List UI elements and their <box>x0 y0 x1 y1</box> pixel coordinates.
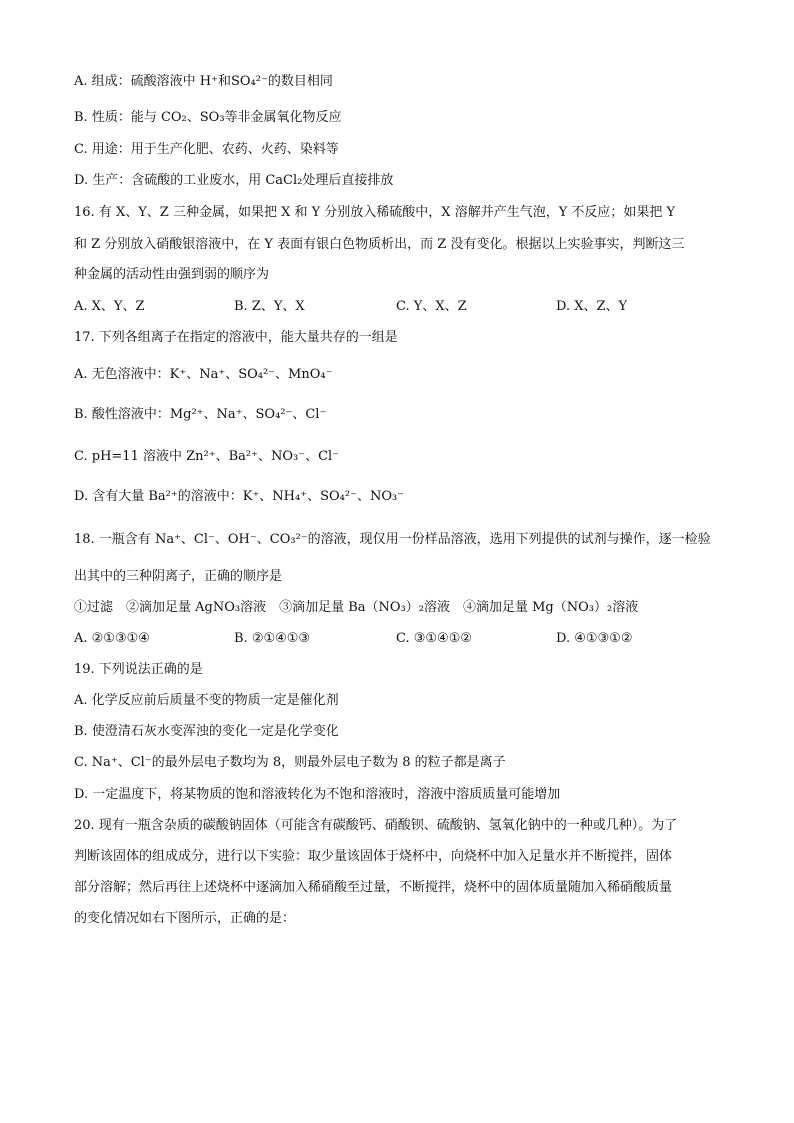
q19-option-c: C. Na⁺、Cl⁻的最外层电子数均为 8，则最外层电子数为 8 的粒子都是离子 <box>74 755 506 770</box>
q16-stem-line-3: 种金属的活动性由强到弱的顺序为 <box>74 267 270 282</box>
q16-stem-line-1: 16. 有 X、Y、Z 三种金属，如果把 X 和 Y 分别放入稀硫酸中，X 溶解并产生气泡，Y 不反应；如果把 Y <box>74 205 676 220</box>
q15-option-d: D. 生产：含硫酸的工业废水，用 CaCl₂处理后直接排放 <box>74 173 394 188</box>
q18-stem-line-2: 出其中的三种阴离子，正确的顺序是 <box>74 569 283 584</box>
q20-line-4: 的变化情况如右下图所示，正确的是： <box>74 911 296 926</box>
q18-option-a: A. ②①③①④ <box>74 631 150 646</box>
q18-stem-line-1: 18. 一瓶含有 Na⁺、Cl⁻、OH⁻、CO₃²⁻的溶液，现仅用一份样品溶液，选用下列提供的试剂与操作，逐一检验 <box>74 532 711 547</box>
q15-option-c: C. 用途：用于生产化肥、农药、火药、染料等 <box>74 142 339 157</box>
q15-option-b: B. 性质：能与 CO₂、SO₃等非金属氧化物反应 <box>74 110 342 125</box>
q19-stem: 19. 下列说法正确的是 <box>74 662 203 677</box>
q18-option-d: D. ④①③①② <box>556 631 633 646</box>
q16-option-a: A. X、Y、Z <box>74 299 145 314</box>
q17-option-c: C. pH=11 溶液中 Zn²⁺、Ba²⁺、NO₃⁻、Cl⁻ <box>74 449 340 464</box>
q17-stem: 17. 下列各组离子在指定的溶液中，能大量共存的一组是 <box>74 330 398 345</box>
q17-option-d: D. 含有大量 Ba²⁺的溶液中：K⁺、NH₄⁺、SO₄²⁻、NO₃⁻ <box>74 489 405 504</box>
q16-option-d: D. X、Z、Y <box>556 299 628 314</box>
q17-option-b: B. 酸性溶液中：Mg²⁺、Na⁺、SO₄²⁻、Cl⁻ <box>74 407 327 422</box>
q19-option-d: D. 一定温度下，将某物质的饱和溶液转化为不饱和溶液时，溶液中溶质质量可能增加 <box>74 787 561 802</box>
q16-option-c: C. Y、X、Z <box>396 299 467 314</box>
q20-line-1: 20. 现有一瓶含杂质的碳酸钠固体（可能含有碳酸钙、硝酸钡、硫酸钠、氢氧化钠中的一种或几种）。为了 <box>74 818 678 833</box>
q15-option-a: A. 组成：硫酸溶液中 H⁺和SO₄²⁻的数目相同 <box>74 74 333 89</box>
q20-line-3: 部分溶解；然后再往上述烧杯中逐滴加入稀硝酸至过量，不断搅拌，烧杯中的固体质量随加入稀硝酸质量 <box>74 880 673 895</box>
q18-steps: ①过滤 ②滴加足量 AgNO₃溶液 ③滴加足量 Ba（NO₃）₂溶液 ④滴加足量 Mg（NO₃）₂溶液 <box>74 600 639 615</box>
q17-option-a: A. 无色溶液中：K⁺、Na⁺、SO₄²⁻、MnO₄⁻ <box>74 367 333 382</box>
q16-option-b: B. Z、Y、X <box>234 299 305 314</box>
q19-option-b: B. 使澄清石灰水变浑浊的变化一定是化学变化 <box>74 724 339 739</box>
q18-option-c: C. ③①④①② <box>396 631 473 646</box>
q19-option-a: A. 化学反应前后质量不变的物质一定是催化剂 <box>74 693 339 708</box>
q18-option-b: B. ②①④①③ <box>234 631 311 646</box>
q16-stem-line-2: 和 Z 分别放入硝酸银溶液中，在 Y 表面有银白色物质析出，而 Z 没有变化。根据以上实验事实，判断这三 <box>74 237 685 252</box>
q20-line-2: 判断该固体的组成成分，进行以下实验：取少量该固体于烧杯中，向烧杯中加入足量水并不断搅拌，固体 <box>74 849 673 864</box>
